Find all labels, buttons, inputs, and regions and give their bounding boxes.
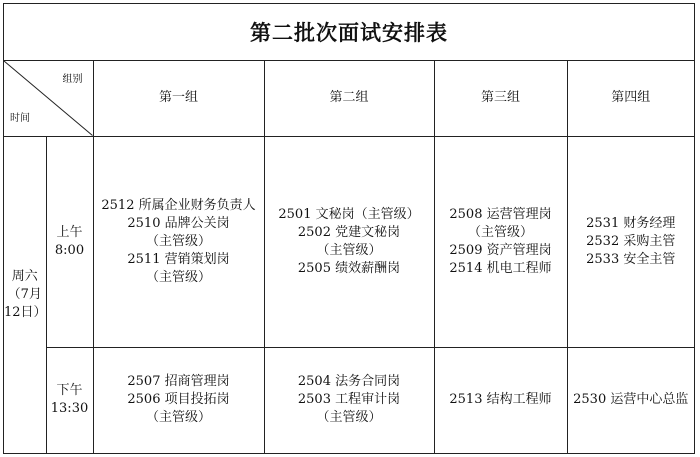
position-level: （主管级） — [316, 242, 382, 258]
position-level: （主管级） — [145, 269, 211, 285]
am-group1-cell — [93, 136, 264, 347]
am-group4-cell — [567, 136, 694, 347]
slot-period: 下午 — [56, 383, 83, 399]
schedule-table-frame — [3, 3, 695, 454]
group-axis-label: 组别 — [62, 74, 83, 85]
position-entry: 2502 党建文秘岗 — [297, 224, 401, 240]
group-header-2: 第二组 — [264, 61, 434, 136]
position-entry: 2530 运营中心总监 — [573, 392, 689, 408]
page-title: 第二批次面试安排表 — [4, 4, 694, 61]
am-group2-cell — [264, 136, 434, 347]
day-label: 周六 — [11, 268, 38, 284]
group-header-1: 第一组 — [93, 61, 264, 136]
time-axis-label: 时间 — [10, 112, 30, 124]
position-entry: 2501 文秘岗（主管级） — [278, 206, 420, 222]
position-entry: 2531 财务经理 — [586, 215, 676, 231]
group-header-3: 第三组 — [434, 61, 567, 136]
position-entry: 2514 机电工程师 — [449, 260, 552, 276]
day-date-line1: （7月 — [7, 286, 42, 302]
afternoon-row — [4, 347, 694, 453]
position-entry: 2532 采购主管 — [586, 233, 676, 249]
position-entry: 2508 运营管理岗 — [449, 206, 552, 222]
position-entry: 2503 工程审计岗 — [297, 392, 401, 408]
am-group3-cell — [434, 136, 567, 347]
slot-time: 13:30 — [50, 401, 89, 417]
position-level: （主管级） — [316, 410, 382, 426]
morning-slot-cell — [46, 136, 93, 347]
pm-group3-cell — [434, 347, 567, 453]
header-row — [4, 61, 694, 136]
position-entry: 2504 法务合同岗 — [297, 374, 401, 390]
position-entry: 2511 营销策划岗 — [127, 251, 230, 267]
position-entry: 2510 品牌公关岗 — [127, 215, 230, 231]
position-level: （主管级） — [467, 224, 533, 240]
schedule-table — [4, 61, 694, 454]
position-entry: 2533 安全主管 — [586, 251, 676, 267]
position-entry: 2512 所属企业财务负责人 — [101, 197, 256, 213]
pm-group1-cell — [93, 347, 264, 453]
pm-group4-cell — [567, 347, 694, 453]
position-entry: 2507 招商管理岗 — [127, 374, 230, 390]
slot-period: 上午 — [56, 224, 83, 240]
position-entry: 2509 资产管理岗 — [449, 242, 552, 258]
position-entry: 2513 结构工程师 — [449, 392, 552, 408]
position-entry: 2506 项目投拓岗 — [127, 392, 230, 408]
day-date-line2: 12日） — [4, 304, 47, 320]
position-entry: 2505 绩效薪酬岗 — [297, 260, 401, 276]
day-cell — [4, 136, 46, 453]
morning-row — [4, 136, 694, 347]
slot-time: 8:00 — [54, 242, 85, 258]
pm-group2-cell — [264, 347, 434, 453]
afternoon-slot-cell — [46, 347, 93, 453]
position-level: （主管级） — [145, 233, 211, 249]
group-header-4: 第四组 — [567, 61, 694, 136]
position-level: （主管级） — [145, 410, 211, 426]
corner-header-cell — [4, 61, 93, 136]
